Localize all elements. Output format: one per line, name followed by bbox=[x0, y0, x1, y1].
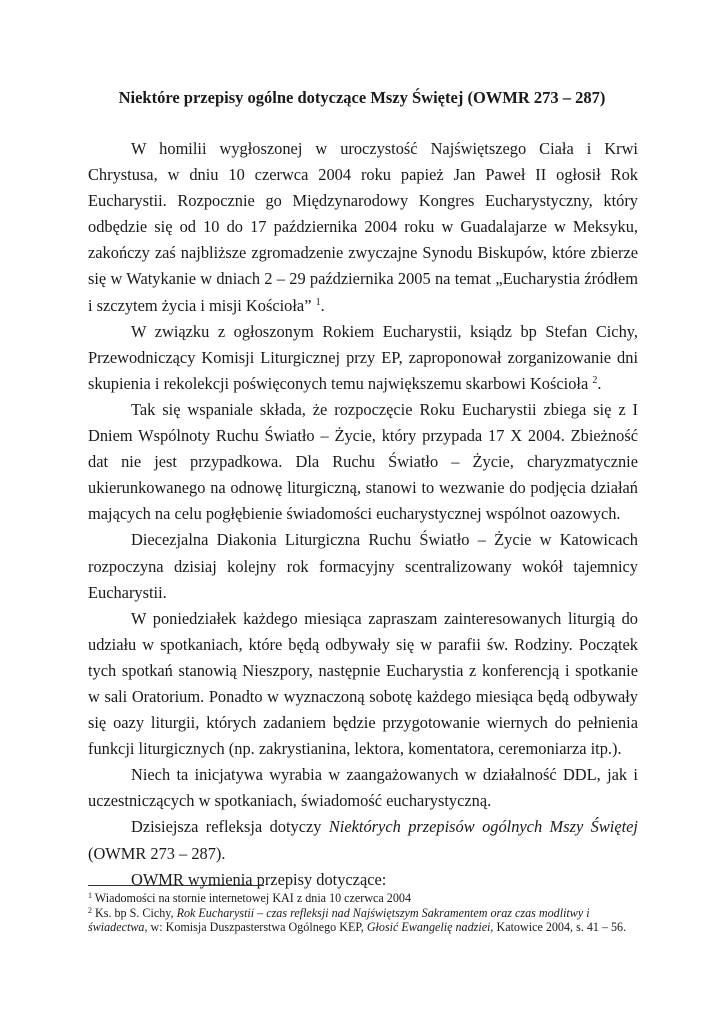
document-title: Niektóre przepisy ogólne dotyczące Mszy Świętej (OWMR 273 – 287) bbox=[118, 88, 606, 107]
paragraph-text: W homilii wygłoszonej w uroczystość Najświętszego Ciała i Krwi Chrystusa, w dniu 10 czerwca 2004 roku papież Jan Paweł II ogłosił Rok Eucharystii. Rozpocznie go Międzynarodowy Kongres Eucharystyczny, który odbędzie się od 10 do 17 października 2004 roku w Guadalajarze w Meksyku, zakończy zaś najbliższe zgromadzenie zwyczajne Synodu Biskupów, które zbierze się w Watykanie w dniach 2 – 29 października 2005 na temat „Eucharystia źródłem i szczytem życia i misji Kościoła” bbox=[88, 139, 638, 315]
footnote-1 bbox=[88, 891, 638, 906]
footnote-text: Ks. bp S. Cichy, bbox=[92, 905, 177, 920]
paragraph-text: Dzisiejsza refleksja dotyczy bbox=[131, 817, 329, 837]
paragraph-diakonia: Diecezjalna Diakonia Liturgiczna Ruchu Światło – Życie w Katowicach rozpoczyna dzisiaj kolejny rok formacyjny scentralizowany wokół tajemnicy Eucharystii. bbox=[88, 530, 638, 602]
footnote-2 bbox=[88, 906, 638, 935]
footnote-text: Wiadomości na stornie internetowej KAI z dnia 10 czerwca 2004 bbox=[92, 891, 411, 905]
footnote-number: 2 bbox=[88, 905, 92, 915]
footnote-text: , Katowice 2004, s. 41 – 56. bbox=[490, 920, 627, 935]
footnote-italic-title: Rok Eucharystii – czas refleksji nad Najświętszym Sakramentem oraz czas modlitwy i świadectwa bbox=[88, 905, 590, 935]
paragraph-end: . bbox=[320, 295, 325, 315]
footnote-separator bbox=[88, 885, 264, 886]
paragraph-owmr-list: OWMR wymienia przepisy dotyczące: bbox=[131, 869, 387, 889]
footnotes bbox=[88, 891, 638, 935]
paragraph-bishop bbox=[88, 319, 638, 397]
paragraph-end: . bbox=[597, 373, 602, 393]
paragraph-reflection bbox=[88, 814, 638, 866]
paragraph-end: (OWMR 273 – 287). bbox=[88, 843, 226, 863]
paragraph-initiative: Niech ta inicjatywa wyrabia w zaangażowanych w działalność DDL, jak i uczestniczących w spotkaniach, świadomość eucharystyczną. bbox=[88, 765, 638, 811]
document-body bbox=[88, 136, 638, 893]
footnote-ref-1: 1 bbox=[315, 296, 321, 308]
paragraph-text: W związku z ogłoszonym Rokiem Eucharystii, ksiądz bp Stefan Cichy, Przewodniczący Komisji Liturgicznej przy EP, zaproponował zorganizowanie dni skupienia i rekolekcji poświęconych temu największemu skarbowi Kościoła bbox=[88, 321, 638, 393]
paragraph-meetings: W poniedziałek każdego miesiąca zapraszam zainteresowanych liturgią do udziału w spotkaniach, które będą odbywały się w parafii św. Rodziny. Początek tych spotkań stanowią Nieszpory, następnie Eucharystia z konferencją i spotkanie w sali Oratorium. Ponadto w wyznaczoną sobotę każdego miesiąca będą odbywały się oazy liturgii, których zadaniem będzie przygotowanie wiernych do pełnienia funkcji liturgicznych (np. zakrystianina, lektora, komentatora, ceremoniarza itp.). bbox=[88, 608, 638, 759]
footnote-number: 1 bbox=[88, 891, 92, 900]
footnote-text: , w: Komisja Duszpasterstwa Ogólnego KEP, bbox=[144, 920, 367, 935]
paragraph-community-day: Tak się wspaniale składa, że rozpoczęcie Roku Eucharystii zbiega się z I Dniem Wspólnoty Ruchu Światło – Życie, który przypada 17 X 2004. Zbieżność dat nie jest przypadkowa. Dla Ruchu Światło – Życie, charyzmatycznie ukierunkowanego na odnowę liturgiczną, stanowi to wezwanie do podjęcia działań mających na celu pogłębienie świadomości eucharystycznej wspólnot oazowych. bbox=[88, 399, 638, 524]
italic-title: Niektórych przepisów ogólnych Mszy Świętej bbox=[328, 817, 638, 837]
paragraph-homily bbox=[88, 136, 638, 319]
footnote-italic-book: Głosić Ewangelię nadziei bbox=[366, 920, 491, 935]
footnote-ref-2: 2 bbox=[592, 374, 598, 386]
